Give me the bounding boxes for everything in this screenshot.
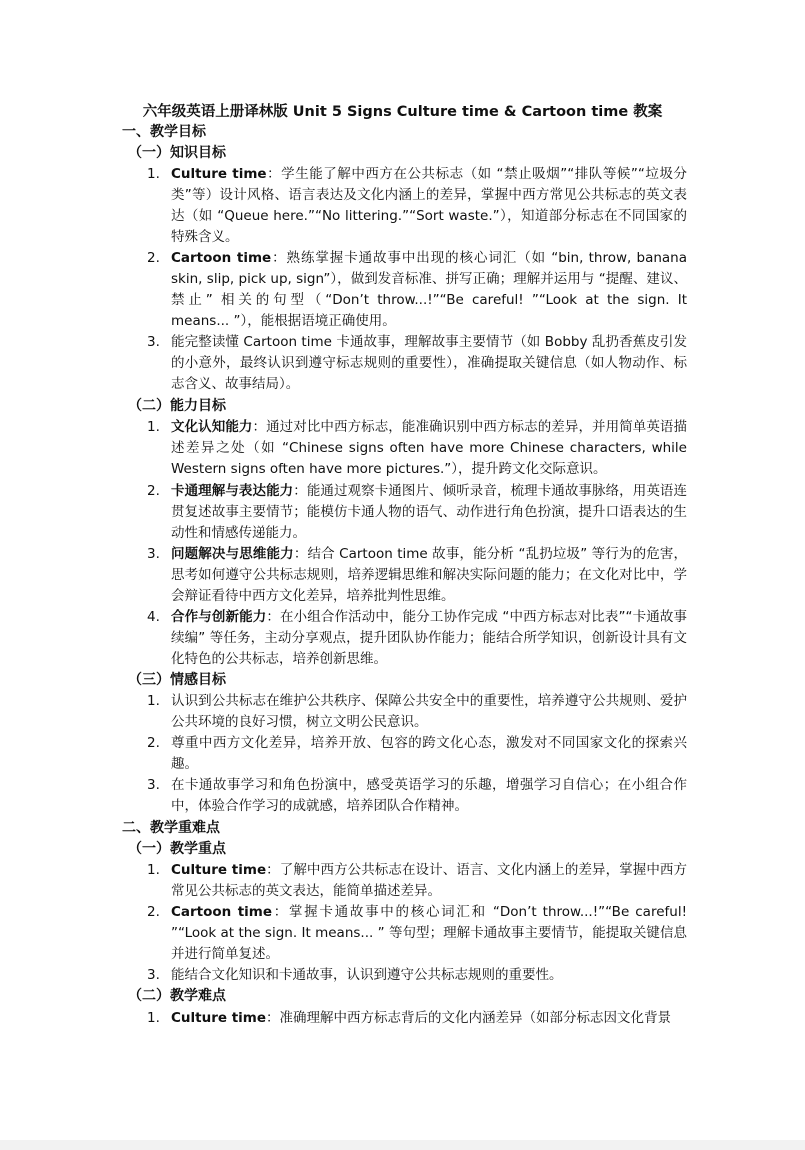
list-item-number: 1.	[147, 862, 160, 878]
list-item	[147, 607, 687, 670]
list-item-number: 2.	[147, 483, 160, 499]
list-item-label: 文化认知能力	[171, 419, 253, 435]
list-item	[147, 332, 687, 395]
list-item-text: 在卡通故事学习和角色扮演中，感受英语学习的乐趣，增强学习自信心；在小组合作中，体验合作学习的成就感，培养团队合作精神。	[171, 777, 687, 814]
list-item-number: 4.	[147, 609, 160, 625]
list-item-label: Culture time	[171, 166, 267, 182]
list-item-label: 问题解决与思维能力	[171, 546, 294, 562]
list-item-number: 2.	[147, 735, 160, 751]
list-item-number: 1.	[147, 419, 160, 435]
list-item	[147, 481, 687, 544]
list-item-text: 尊重中西方文化差异，培养开放、包容的跨文化心态，激发对不同国家文化的探索兴趣。	[171, 735, 687, 772]
list-item	[147, 902, 687, 965]
list-item-label: 卡通理解与表达能力	[171, 483, 294, 499]
subsection-heading-difficult-points: （二）教学难点	[128, 988, 226, 1004]
list-item	[147, 544, 687, 607]
list-item-number: 1.	[147, 1010, 160, 1026]
list-item-label: Cartoon time	[171, 904, 273, 920]
list-item	[147, 775, 687, 817]
list-item-number: 3.	[147, 334, 160, 350]
subsection-heading-key-points: （一）教学重点	[128, 841, 226, 857]
subsection-heading-ability-objectives: （二）能力目标	[128, 398, 226, 414]
list-item-text: 认识到公共标志在维护公共秩序、保障公共安全中的重要性，培养遵守公共规则、爱护公共环境的良好习惯，树立文明公民意识。	[171, 693, 687, 730]
list-item	[147, 965, 687, 986]
list-item-label: Culture time	[171, 1010, 267, 1026]
list-item-label: Culture time	[171, 862, 267, 878]
list-item	[147, 1008, 687, 1029]
list-item-text: ：掌握卡通故事中的核心词汇和 “Don’t throw...!”“Be careful! ”“Look at the sign. It means... ” 等句型；理解卡通故事主要情节，能提取关键信息并进行简单复述。	[171, 904, 687, 962]
list-item-number: 3.	[147, 546, 160, 562]
list-item-number: 3.	[147, 777, 160, 793]
list-item	[147, 164, 687, 248]
list-item-text: ：能通过观察卡通图片、倾听录音，梳理卡通故事脉络，用英语连贯复述故事主要情节；能模仿卡通人物的语气、动作进行角色扮演，提升口语表达的生动性和情感传递能力。	[171, 483, 688, 541]
list-item-number: 3.	[147, 967, 160, 983]
list-item-number: 2.	[147, 904, 160, 920]
list-item	[147, 691, 687, 733]
list-item	[147, 417, 687, 480]
subsection-heading-knowledge-objectives: （一）知识目标	[128, 145, 226, 161]
list-item-text: ：熟练掌握卡通故事中出现的核心词汇（如 “bin, throw, banana skin, slip, pick up, sign”），做到发音标准、拼写正确；理解并运用与 “提醒、建议、禁止” 相关的句型（“Don’t throw...!”“Be careful! ”“Look at the sign. It means... ”），能根据语境正确使用。	[171, 250, 688, 329]
list-item-text: ：通过对比中西方标志，能准确识别中西方标志的差异，并用简单英语描述差异之处（如 “Chinese signs often have more Chinese characters, while Western signs often have more pictures.”），提升跨文化交际意识。	[171, 419, 688, 477]
section-heading-teaching-objectives: 一、教学目标	[122, 124, 206, 140]
subsection-heading-emotional-objectives: （三）情感目标	[128, 672, 226, 688]
list-item-label: 合作与创新能力	[171, 609, 267, 625]
list-item-number: 1.	[147, 166, 160, 182]
list-item-number: 1.	[147, 693, 160, 709]
list-item-label: Cartoon time	[171, 250, 272, 266]
list-item	[147, 248, 687, 332]
list-item-text: ：准确理解中西方标志背后的文化内涵差异（如部分标志因文化背景	[266, 1010, 672, 1026]
list-item-text: 能结合文化知识和卡通故事，认识到遵守公共标志规则的重要性。	[171, 967, 563, 983]
list-item-text: ：在小组合作活动中，能分工协作完成 “中西方标志对比表”“卡通故事续编” 等任务，主动分享观点，提升团队协作能力；能结合所学知识，创新设计具有文化特色的公共标志，培养创新思维。	[171, 609, 687, 667]
document-title: 六年级英语上册译林版 Unit 5 Signs Culture time & Cartoon time 教案	[142, 104, 663, 120]
list-item-text: 能完整读懂 Cartoon time 卡通故事，理解故事主要情节（如 Bobby 乱扔香蕉皮引发的小意外，最终认识到遵守标志规则的重要性），准确提取关键信息（如人物动作、标志含义、故事结局）。	[171, 334, 687, 392]
list-item-text: ：学生能了解中西方在公共标志（如 “禁止吸烟”“排队等候”“垃圾分类”等）设计风格、语言表达及文化内涵上的差异，掌握中西方常见公共标志的英文表达（如 “Queue here.”“No littering.”“Sort waste.”），知道部分标志在不同国家的特殊含义。	[171, 166, 688, 245]
section-heading-key-and-difficult-points: 二、教学重难点	[122, 820, 220, 836]
list-item	[147, 860, 687, 902]
list-item	[147, 733, 687, 775]
list-item-text: ：结合 Cartoon time 故事，能分析 “乱扔垃圾” 等行为的危害，思考如何遵守公共标志规则，培养逻辑思维和解决实际问题的能力；在文化对比中，学会辩证看待中西方文化差异，培养批判性思维。	[171, 546, 688, 604]
list-item-number: 2.	[147, 250, 160, 266]
list-item-text: ：了解中西方公共标志在设计、语言、文化内涵上的差异，掌握中西方常见公共标志的英文表达，能简单描述差异。	[171, 862, 688, 899]
